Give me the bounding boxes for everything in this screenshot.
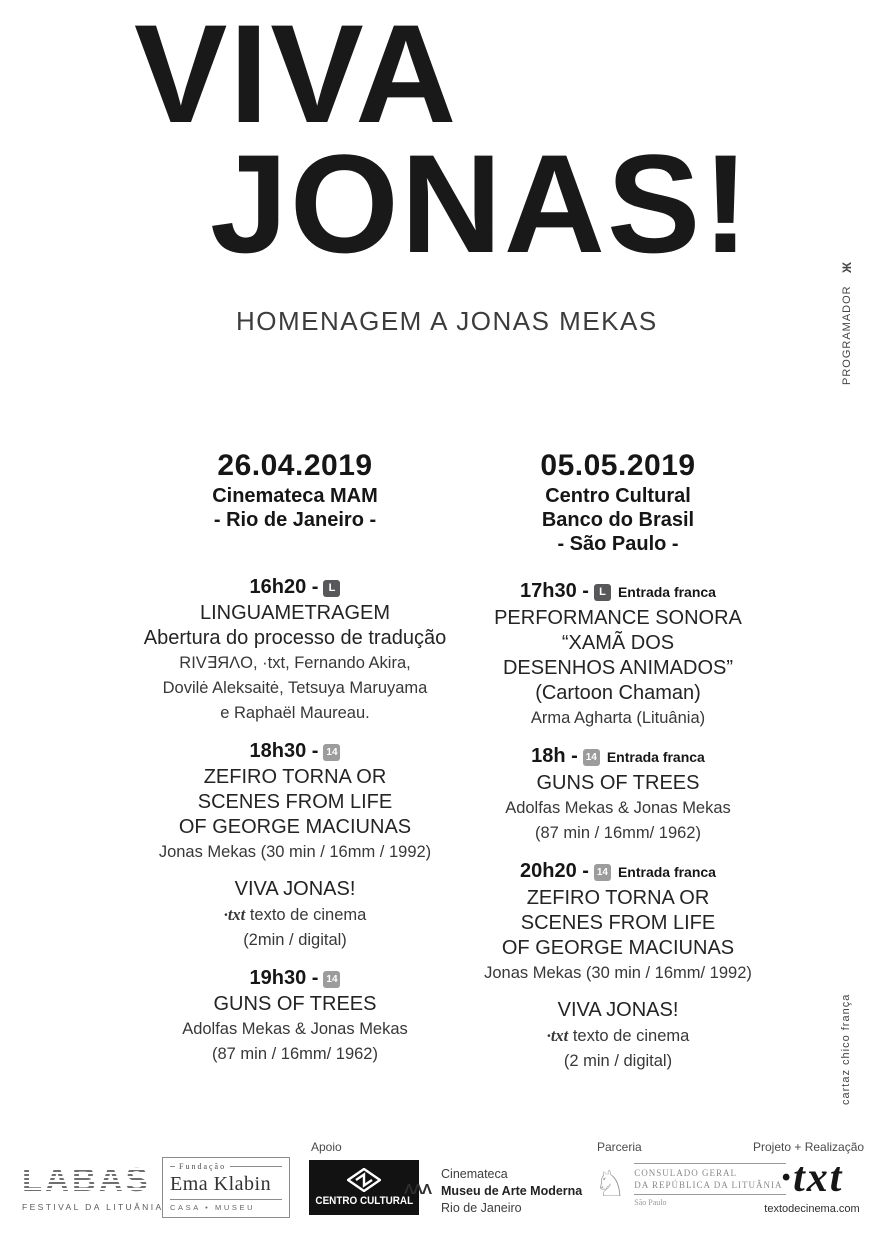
film-title-line: ZEFIRO TORNA OR — [203, 766, 387, 788]
event-performance-sonora — [462, 578, 774, 731]
banco-do-brasil-icon — [347, 1168, 381, 1192]
ema-klabin-header — [170, 1162, 282, 1171]
txt-logo-mark: ·txt — [780, 1155, 844, 1201]
event-viva-jonas-rio — [140, 877, 450, 953]
film-credit-text: texto de cinema — [572, 1027, 690, 1045]
mam-line: Rio de Janeiro — [441, 1201, 522, 1215]
program-column-sp — [462, 448, 774, 1086]
consulado-line: CONSULADO GERAL — [634, 1168, 738, 1178]
poster-subtitle: HOMENAGEM A JONAS MEKAS — [236, 306, 658, 336]
film-credit-line: RIV∃ЯΛO, ·txt, Fernando Akira, — [179, 654, 411, 672]
film-credit-line: Dovilė Aleksaitė, Tetsuya Maruyama — [162, 679, 428, 697]
film-credit-line: Arma Agharta (Lituânia) — [530, 709, 706, 727]
free-entry-note: Entrada franca — [606, 749, 705, 765]
parceria-label: Parceria — [597, 1140, 642, 1154]
mam-logo-group — [404, 1166, 582, 1217]
film-credit-text: texto de cinema — [249, 906, 367, 924]
event-time-line — [140, 738, 450, 765]
session-header-sp — [462, 448, 774, 556]
vytis-knight-icon: ♘ — [594, 1162, 627, 1204]
projeto-label: Projeto + Realização — [753, 1140, 865, 1154]
event-guns-of-trees-sp — [462, 743, 774, 846]
film-credit-line: Adolfas Mekas & Jonas Mekas — [505, 799, 731, 817]
film-title-line: OF GEORGE MACIUNAS — [501, 937, 735, 959]
film-credit-line: e Raphaël Maureau. — [220, 704, 370, 722]
film-credit-line: (87 min / 16mm/ 1962) — [535, 824, 701, 842]
event-linguametragem — [140, 574, 450, 726]
film-title-line: ZEFIRO TORNA OR — [526, 887, 710, 909]
session-time: 20h20 - — [520, 860, 589, 882]
rating-badge-14: 14 — [323, 744, 340, 761]
session-time: 19h30 - — [249, 967, 319, 989]
film-title-line: PERFORMANCE SONORA — [494, 607, 742, 629]
film-credit-line: Jonas Mekas (30 min / 16mm/ 1992) — [484, 964, 752, 982]
venue-line: Centro Cultural — [545, 485, 691, 507]
labas-logo-group — [22, 1162, 162, 1212]
txt-logo-mark: ·txt — [546, 1026, 569, 1045]
film-credit-line: (2min / digital) — [243, 931, 347, 949]
event-viva-jonas-sp — [462, 998, 774, 1074]
session-time: 18h30 - — [249, 740, 319, 762]
film-title-line: GUNS OF TREES — [213, 993, 377, 1015]
film-title-line: “XAMÃ DOS — [561, 632, 675, 654]
ema-klabin-name: Ema Klabin — [170, 1173, 272, 1195]
labas-festival-logo: LABAS — [22, 1162, 162, 1198]
film-credit-line: (87 min / 16mm/ 1962) — [212, 1045, 378, 1063]
centro-cultural-text: CENTRO CULTURAL — [315, 1195, 413, 1207]
film-title-line: SCENES FROM LIFE — [197, 791, 393, 813]
film-title-line: VIVA JONAS! — [557, 999, 679, 1021]
poster-title-line2: JONAS! — [210, 125, 751, 282]
film-title-line: VIVA JONAS! — [234, 878, 356, 900]
film-credit-line: Jonas Mekas (30 min / 16mm / 1992) — [158, 843, 432, 861]
film-title-line: DESENHOS ANIMADOS” — [502, 657, 734, 679]
venue-line: Cinemateca MAM — [212, 485, 378, 507]
film-title-line: OF GEORGE MACIUNAS — [178, 816, 412, 838]
session-date: 26.04.2019 — [217, 449, 373, 482]
event-time-line — [140, 965, 450, 992]
event-time-line — [462, 858, 774, 886]
film-title-line: GUNS OF TREES — [536, 772, 700, 794]
txt-website: textodecinema.com — [764, 1203, 860, 1215]
film-title-line: (Cartoon Chaman) — [535, 682, 701, 704]
film-credit-line — [462, 1023, 774, 1049]
txt-logo-mark: ·txt — [223, 905, 246, 924]
ema-klabin-logo — [162, 1157, 290, 1218]
film-credit-line — [140, 902, 450, 928]
apoio-label: Apoio — [311, 1140, 342, 1154]
session-header-rio — [140, 448, 450, 532]
event-time-line — [140, 574, 450, 601]
venue-line: - São Paulo - — [557, 533, 679, 555]
mam-mark-icon: ΛΛΛ — [404, 1181, 432, 1198]
free-entry-note: Entrada franca — [617, 584, 716, 600]
film-credit-line: Adolfas Mekas & Jonas Mekas — [182, 1020, 408, 1038]
mam-text — [441, 1166, 582, 1217]
session-date: 05.05.2019 — [540, 449, 696, 482]
ema-klabin-tagline: CASA • MUSEU — [170, 1199, 282, 1212]
venue-line: Banco do Brasil — [541, 509, 695, 531]
consulado-line: DA REPÚBLICA DA LITUÂNIA — [634, 1180, 783, 1190]
rating-badge-14: 14 — [594, 864, 611, 881]
poster-title-line1: VIVA — [134, 0, 459, 152]
asterisk-icon: Ж — [840, 261, 854, 274]
venue-line: - Rio de Janeiro - — [213, 509, 377, 531]
txt-logo-group — [750, 1154, 874, 1215]
labas-tagline: FESTIVAL DA LITUÂNIA — [22, 1202, 164, 1212]
event-time-line — [462, 578, 774, 606]
session-time: 18h - — [531, 745, 578, 767]
film-title-line: SCENES FROM LIFE — [520, 912, 716, 934]
programmer-label: PROGRAMADOR — [841, 285, 853, 385]
mam-line: Cinemateca — [441, 1167, 508, 1181]
programmer-credit — [840, 225, 854, 385]
event-time-line — [462, 743, 774, 771]
session-time: 16h20 - — [249, 576, 319, 598]
consulado-city: São Paulo — [634, 1198, 667, 1207]
rating-badge-l: L — [323, 580, 340, 597]
ema-klabin-fundacao: Fundação — [179, 1162, 227, 1171]
centro-cultural-logo — [309, 1160, 419, 1215]
session-time: 17h30 - — [520, 580, 589, 602]
event-guns-of-trees-rio — [140, 965, 450, 1067]
rating-badge-l: L — [594, 584, 611, 601]
film-title-line: Abertura do processo de tradução — [143, 627, 447, 649]
rating-badge-14: 14 — [323, 971, 340, 988]
rating-badge-14: 14 — [583, 749, 600, 766]
program-column-rio — [140, 448, 450, 1079]
film-credit-line: (2 min / digital) — [563, 1052, 673, 1070]
event-zefiro-torna-sp — [462, 858, 774, 986]
event-zefiro-torna-rio — [140, 738, 450, 865]
free-entry-note: Entrada franca — [617, 864, 716, 880]
mam-line: Museu de Arte Moderna — [441, 1184, 583, 1198]
cartaz-credit: cartaz chico frança — [840, 993, 852, 1105]
film-title-line: LINGUAMETRAGEM — [199, 602, 391, 624]
